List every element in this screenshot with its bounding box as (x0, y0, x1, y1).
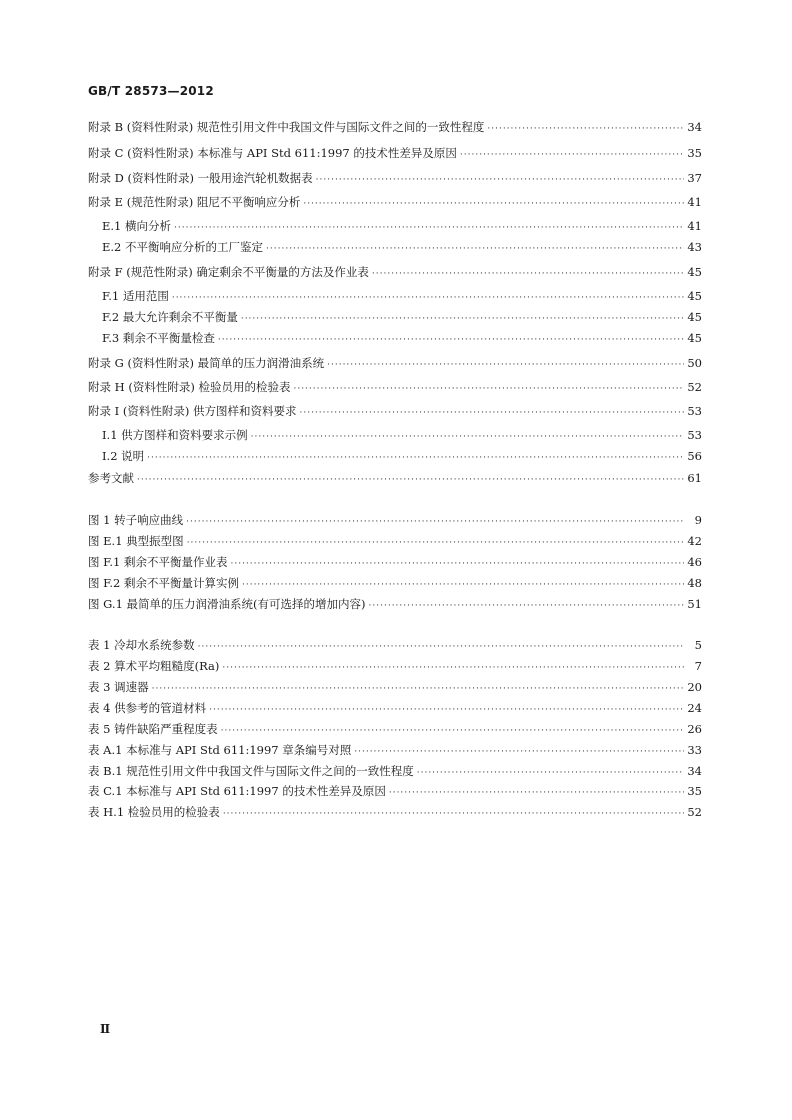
toc-entry-label: 附录 C (资料性附录) 本标准与 API Std 611:1997 的技术性差异及原因 (88, 146, 457, 160)
toc-entry-label: 图 E.1 典型振型图 (88, 534, 184, 548)
toc-entry-page: 52 (687, 380, 702, 394)
toc-entry-page: 52 (687, 805, 702, 819)
toc-entry-label: 附录 F (规范性附录) 确定剩余不平衡量的方法及作业表 (88, 265, 369, 279)
toc-entry-table-b1[interactable] (88, 763, 702, 781)
toc-entry-appendix-c[interactable] (88, 145, 702, 163)
toc-entry-references[interactable] (88, 470, 702, 488)
toc-entry-figure-1[interactable] (88, 512, 702, 530)
toc-entry-page: 61 (687, 471, 702, 485)
toc-entry-page: 35 (687, 784, 702, 798)
toc-leader-dots (198, 639, 685, 655)
toc-leader-dots (303, 196, 684, 212)
toc-entry-label: 附录 I (资料性附录) 供方图样和资料要求 (88, 404, 297, 418)
toc-leader-dots (242, 577, 684, 593)
toc-entry-label: 表 2 算术平均粗糙度(Ra) (88, 659, 220, 673)
toc-entry-label: 附录 E (规范性附录) 阻尼不平衡响应分析 (88, 195, 301, 209)
toc-entry-figure-f1[interactable] (88, 554, 702, 572)
toc-leader-dots (218, 332, 685, 348)
toc-leader-dots (369, 598, 685, 614)
toc-entry-i1[interactable] (102, 427, 702, 445)
toc-entry-label: E.2 不平衡响应分析的工厂鉴定 (102, 240, 264, 254)
toc-entry-page: 46 (687, 555, 702, 569)
toc-entry-label: 表 1 冷却水系统参数 (88, 638, 195, 652)
toc-entry-figure-f2[interactable] (88, 575, 702, 593)
toc-leader-dots (487, 121, 684, 137)
toc-entry-label: 附录 B (资料性附录) 规范性引用文件中我国文件与国际文件之间的一致性程度 (88, 120, 485, 134)
toc-entry-page: 33 (687, 743, 702, 757)
standard-number-header: GB/T 28573—2012 (88, 84, 214, 98)
toc-leader-dots (186, 514, 685, 530)
toc-entry-appendix-h[interactable] (88, 379, 702, 397)
toc-entry-page: 42 (687, 534, 702, 548)
toc-entry-page: 5 (694, 638, 702, 652)
toc-entry-table-4[interactable] (88, 700, 702, 718)
toc-leader-dots (147, 450, 684, 466)
toc-leader-dots (327, 357, 684, 373)
toc-entry-page: 34 (687, 120, 702, 134)
toc-entry-figure-g1[interactable] (88, 596, 702, 614)
toc-entry-label: I.2 说明 (102, 449, 145, 463)
toc-leader-dots (293, 381, 684, 397)
toc-entry-table-5[interactable] (88, 721, 702, 739)
toc-entry-label: 附录 D (资料性附录) 一般用途汽轮机数据表 (88, 171, 313, 185)
toc-leader-dots (241, 311, 685, 327)
toc-entry-page: 56 (687, 449, 702, 463)
toc-entry-page: 51 (687, 597, 702, 611)
toc-entry-f1[interactable] (102, 288, 702, 306)
toc-entry-label: 图 F.1 剩余不平衡量作业表 (88, 555, 228, 569)
toc-entry-page: 35 (687, 146, 702, 160)
toc-entry-i2[interactable] (102, 448, 702, 466)
toc-entry-page: 34 (687, 764, 702, 778)
toc-entry-page: 41 (687, 219, 702, 233)
toc-leader-dots (221, 723, 685, 739)
toc-entry-label: 表 C.1 本标准与 API Std 611:1997 的技术性差异及原因 (88, 784, 386, 798)
toc-entry-f3[interactable] (102, 330, 702, 348)
toc-entry-table-c1[interactable] (88, 783, 702, 801)
toc-entry-e1[interactable] (102, 218, 702, 236)
toc-entry-page: 7 (694, 659, 702, 673)
toc-entry-page: 45 (687, 310, 702, 324)
toc-entry-page: 50 (687, 356, 702, 370)
toc-entry-appendix-d[interactable] (88, 170, 702, 188)
toc-entry-page: 48 (687, 576, 702, 590)
toc-entry-page: 45 (687, 289, 702, 303)
toc-entry-label: 表 3 调速器 (88, 680, 149, 694)
toc-entry-appendix-g[interactable] (88, 355, 702, 373)
toc-entry-page: 41 (687, 195, 702, 209)
toc-entry-page: 53 (687, 428, 702, 442)
toc-leader-dots (460, 147, 684, 163)
toc-entry-label: E.1 横向分析 (102, 219, 172, 233)
toc-leader-dots (209, 702, 684, 718)
toc-leader-dots (354, 744, 684, 760)
toc-entry-label: 表 4 供参考的管道材料 (88, 701, 207, 715)
page-number-footer: Ⅱ (100, 1022, 111, 1036)
toc-entry-label: I.1 供方图样和资料要求示例 (102, 428, 248, 442)
toc-entry-label: 附录 G (资料性附录) 最简单的压力润滑油系统 (88, 356, 325, 370)
toc-entry-page: 24 (687, 701, 702, 715)
toc-entry-appendix-i[interactable] (88, 403, 702, 421)
toc-entry-label: F.3 剩余不平衡量检查 (102, 331, 215, 345)
toc-leader-dots (372, 266, 684, 282)
toc-entry-appendix-f[interactable] (88, 264, 702, 282)
toc-leader-dots (230, 556, 684, 572)
toc-entry-appendix-e[interactable] (88, 194, 702, 212)
toc-entry-page: 45 (687, 265, 702, 279)
toc-entry-table-1[interactable] (88, 637, 702, 655)
toc-entry-label: 参考文献 (88, 471, 134, 485)
toc-entry-label: 表 B.1 规范性引用文件中我国文件与国际文件之间的一致性程度 (88, 764, 414, 778)
toc-entry-table-h1[interactable] (88, 804, 702, 822)
toc-entry-e2[interactable] (102, 239, 702, 257)
toc-entry-table-3[interactable] (88, 679, 702, 697)
toc-entry-label: 表 H.1 检验员用的检验表 (88, 805, 220, 819)
toc-entry-page: 9 (694, 513, 702, 527)
toc-leader-dots (389, 785, 685, 801)
toc-entry-table-2[interactable] (88, 658, 702, 676)
toc-leader-dots (174, 220, 684, 236)
toc-leader-dots (316, 172, 685, 188)
toc-leader-dots (223, 806, 685, 822)
toc-entry-table-a1[interactable] (88, 742, 702, 760)
toc-entry-label: F.2 最大允许剩余不平衡量 (102, 310, 238, 324)
toc-leader-dots (266, 241, 684, 257)
toc-leader-dots (187, 535, 685, 551)
toc-leader-dots (172, 290, 685, 306)
toc-leader-dots (299, 405, 684, 421)
toc-entry-appendix-b[interactable] (88, 119, 702, 137)
toc-entry-figure-e1[interactable] (88, 533, 702, 551)
toc-entry-label: 图 1 转子响应曲线 (88, 513, 184, 527)
toc-entry-label: 图 G.1 最简单的压力润滑油系统(有可选择的增加内容) (88, 597, 366, 611)
toc-entry-label: 表 5 铸件缺陷严重程度表 (88, 722, 218, 736)
toc-leader-dots (137, 472, 684, 488)
toc-entry-f2[interactable] (102, 309, 702, 327)
toc-leader-dots (251, 429, 685, 445)
toc-entry-page: 26 (687, 722, 702, 736)
toc-entry-label: 表 A.1 本标准与 API Std 611:1997 章条编号对照 (88, 743, 352, 757)
toc-entry-page: 43 (687, 240, 702, 254)
toc-entry-page: 45 (687, 331, 702, 345)
toc-leader-dots (152, 681, 685, 697)
toc-entry-page: 37 (687, 171, 702, 185)
toc-entry-page: 53 (687, 404, 702, 418)
toc-entry-label: 附录 H (资料性附录) 检验员用的检验表 (88, 380, 291, 394)
toc-leader-dots (222, 660, 685, 676)
toc-entry-label: 图 F.2 剩余不平衡量计算实例 (88, 576, 239, 590)
toc-leader-dots (417, 765, 685, 781)
toc-entry-label: F.1 适用范围 (102, 289, 169, 303)
toc-entry-page: 20 (687, 680, 702, 694)
